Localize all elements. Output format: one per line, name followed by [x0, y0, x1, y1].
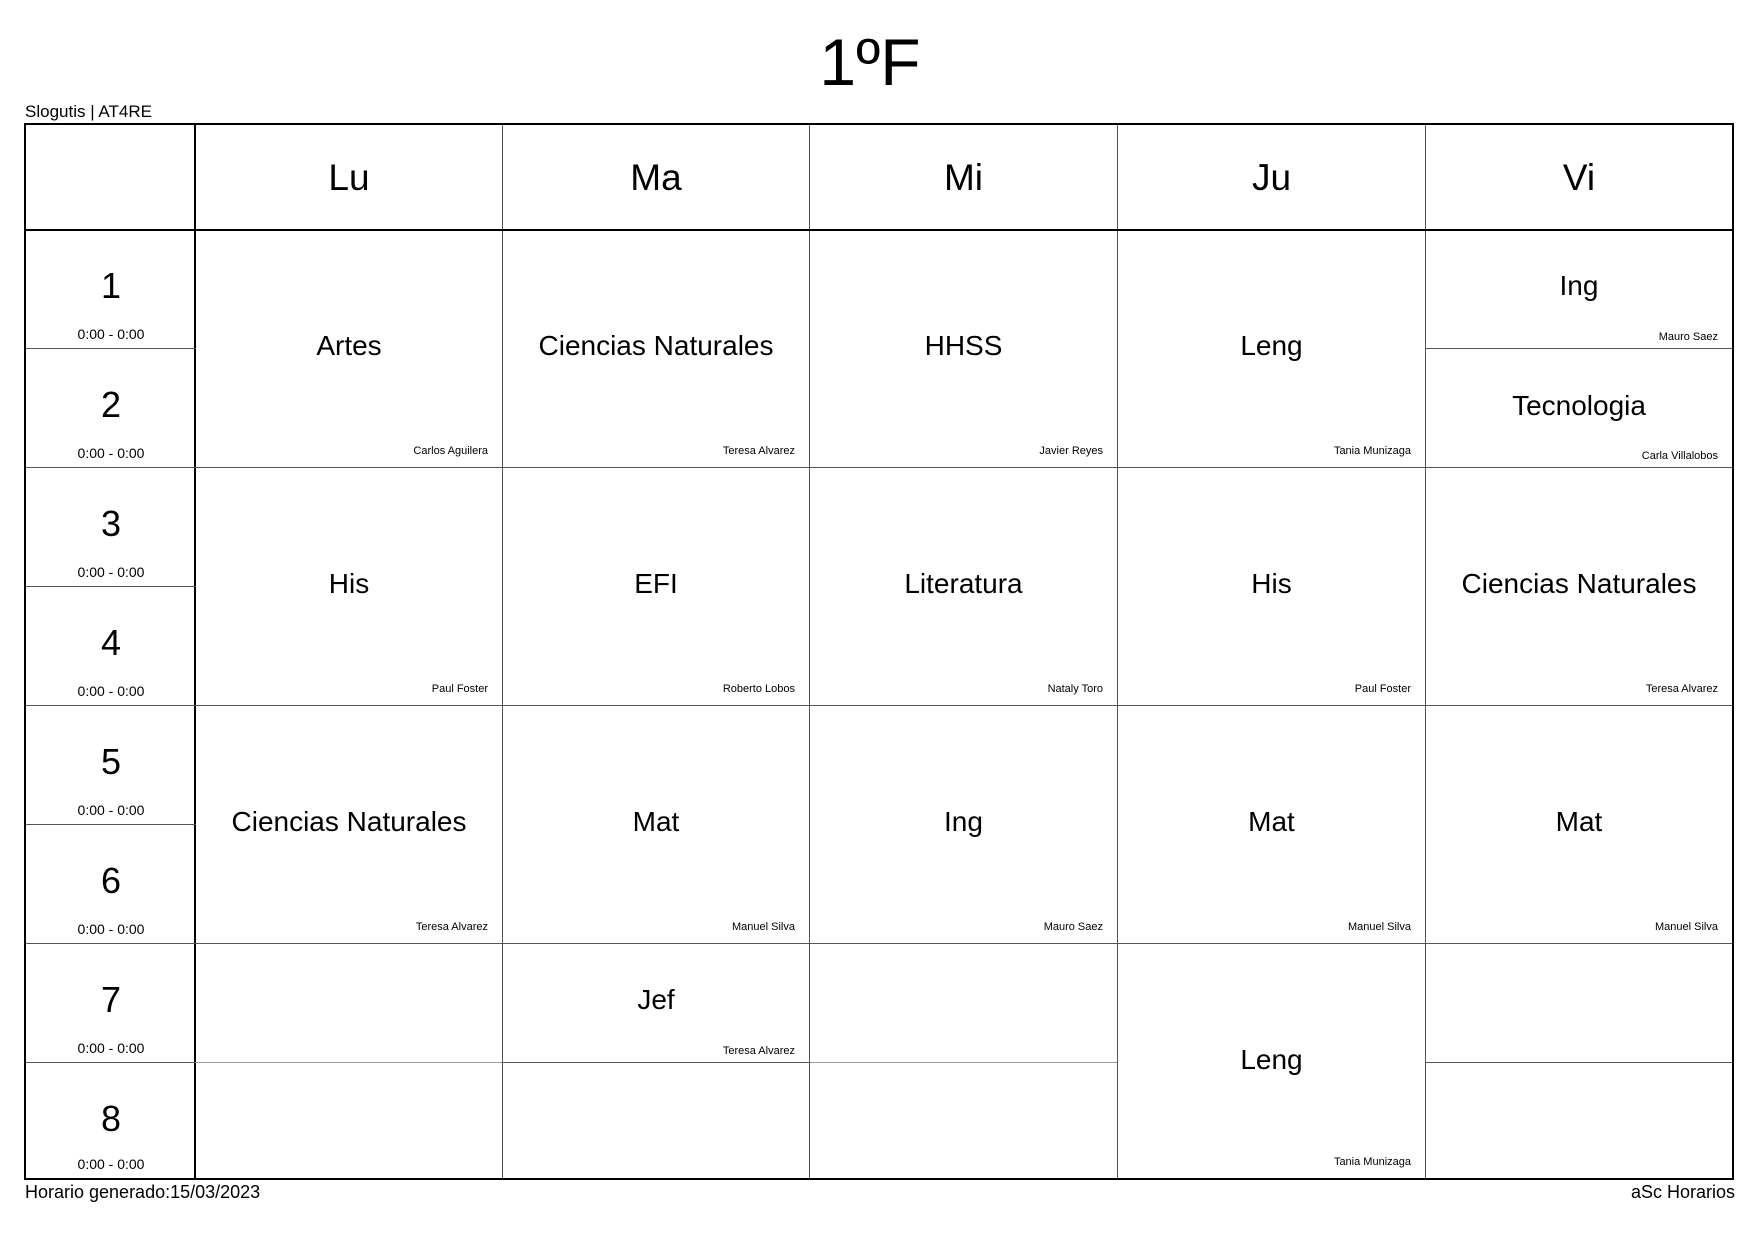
lesson-teacher: Javier Reyes: [1039, 445, 1103, 457]
lesson-subject: Leng: [1240, 330, 1303, 361]
lesson-cell[interactable]: [503, 468, 809, 705]
day-header: Ma: [630, 156, 682, 198]
lesson-subject: Ciencias Naturales: [1461, 568, 1697, 599]
lesson-cell[interactable]: [196, 468, 502, 705]
lesson-teacher: Carla Villalobos: [1641, 450, 1718, 462]
lesson-cell[interactable]: [1118, 944, 1425, 1178]
lesson-teacher: Manuel Silva: [1348, 921, 1411, 933]
period-cell: [26, 230, 196, 348]
lesson-teacher: Carlos Aguilera: [413, 445, 488, 457]
lesson-subject: Jef: [637, 984, 675, 1015]
day-header: Vi: [1562, 156, 1596, 198]
lesson-teacher: Teresa Alvarez: [722, 1045, 795, 1057]
lesson-cell[interactable]: [196, 706, 502, 943]
period-number: 6: [100, 860, 122, 901]
timetable-title: 1ºF: [819, 25, 921, 99]
lesson-subject: Mat: [1555, 806, 1603, 837]
generated-date: Horario generado:15/03/2023: [25, 1182, 261, 1202]
day-header: Mi: [943, 156, 984, 198]
lesson-subject: EFI: [634, 568, 678, 599]
lesson-cell[interactable]: [810, 468, 1117, 705]
school-label: Slogutis | AT4RE: [25, 102, 152, 121]
period-cell: [26, 587, 196, 705]
lesson-cell[interactable]: [1426, 230, 1732, 348]
lesson-cell[interactable]: [1118, 230, 1425, 467]
lesson-subject: His: [1251, 568, 1292, 599]
period-cell: [26, 944, 196, 1062]
day-header: Lu: [328, 156, 370, 198]
lesson-subject: HHSS: [924, 330, 1003, 361]
period-time: 0:00 - 0:00: [77, 445, 145, 461]
period-number: 5: [100, 741, 122, 782]
lesson-subject: Tecnologia: [1512, 390, 1646, 421]
period-time: 0:00 - 0:00: [77, 1156, 145, 1172]
period-time: 0:00 - 0:00: [77, 683, 145, 699]
app-brand: aSc Horarios: [1630, 1182, 1735, 1202]
lesson-subject: Ing: [944, 806, 983, 837]
period-number: 2: [100, 384, 122, 425]
lesson-subject: Literatura: [904, 568, 1023, 599]
period-number: 1: [100, 265, 122, 306]
period-number: 8: [100, 1098, 122, 1139]
lesson-teacher: Nataly Toro: [1047, 683, 1103, 695]
lesson-teacher: Manuel Silva: [732, 921, 795, 933]
period-time: 0:00 - 0:00: [77, 326, 145, 342]
lesson-teacher: Roberto Lobos: [722, 683, 795, 695]
lesson-cell[interactable]: [810, 230, 1117, 467]
grid-line: [195, 1062, 502, 1063]
timetable-grid: [24, 123, 1734, 1180]
lesson-cell[interactable]: [1426, 349, 1732, 467]
period-cell: [26, 468, 196, 586]
period-cell: [26, 825, 196, 943]
lesson-teacher: Tania Munizaga: [1333, 445, 1411, 457]
lesson-teacher: Teresa Alvarez: [722, 445, 795, 457]
lesson-teacher: Tania Munizaga: [1333, 1156, 1411, 1168]
period-cell: [26, 1063, 196, 1178]
period-cell: [26, 349, 196, 467]
period-number: 3: [100, 503, 122, 544]
grid-line: [503, 1062, 810, 1063]
grid-line: [810, 1062, 1117, 1063]
period-cell: [26, 706, 196, 824]
lesson-cell[interactable]: [503, 706, 809, 943]
grid-line: [26, 943, 1732, 944]
lesson-teacher: Teresa Alvarez: [415, 921, 488, 933]
period-number: 4: [100, 622, 122, 663]
lesson-subject: Ing: [1559, 270, 1599, 301]
grid-line: [1426, 1062, 1732, 1063]
period-time: 0:00 - 0:00: [77, 564, 145, 580]
period-time: 0:00 - 0:00: [77, 802, 145, 818]
lesson-teacher: Teresa Alvarez: [1645, 683, 1718, 695]
lesson-cell[interactable]: [196, 230, 502, 467]
lesson-cell[interactable]: [1118, 706, 1425, 943]
lesson-subject: Artes: [316, 330, 382, 361]
lesson-cell[interactable]: [503, 944, 809, 1062]
lesson-subject: Leng: [1240, 1044, 1303, 1075]
lesson-subject: Mat: [632, 806, 680, 837]
lesson-teacher: Manuel Silva: [1655, 921, 1718, 933]
lesson-teacher: Paul Foster: [1354, 683, 1411, 695]
lesson-subject: Ciencias Naturales: [538, 330, 774, 361]
lesson-subject: Mat: [1248, 806, 1295, 837]
lesson-cell[interactable]: [810, 706, 1117, 943]
lesson-subject: His: [328, 568, 370, 599]
lesson-cell[interactable]: [1426, 468, 1732, 705]
lesson-teacher: Paul Foster: [431, 683, 488, 695]
lesson-subject: Ciencias Naturales: [231, 806, 467, 837]
lesson-teacher: Mauro Saez: [1043, 921, 1103, 933]
period-time: 0:00 - 0:00: [77, 1040, 145, 1056]
period-time: 0:00 - 0:00: [77, 921, 145, 937]
lesson-teacher: Mauro Saez: [1658, 331, 1718, 343]
lesson-cell[interactable]: [1118, 468, 1425, 705]
period-number: 7: [100, 979, 122, 1020]
lesson-cell[interactable]: [1426, 706, 1732, 943]
lesson-cell[interactable]: [503, 230, 809, 467]
day-header: Ju: [1251, 156, 1292, 198]
